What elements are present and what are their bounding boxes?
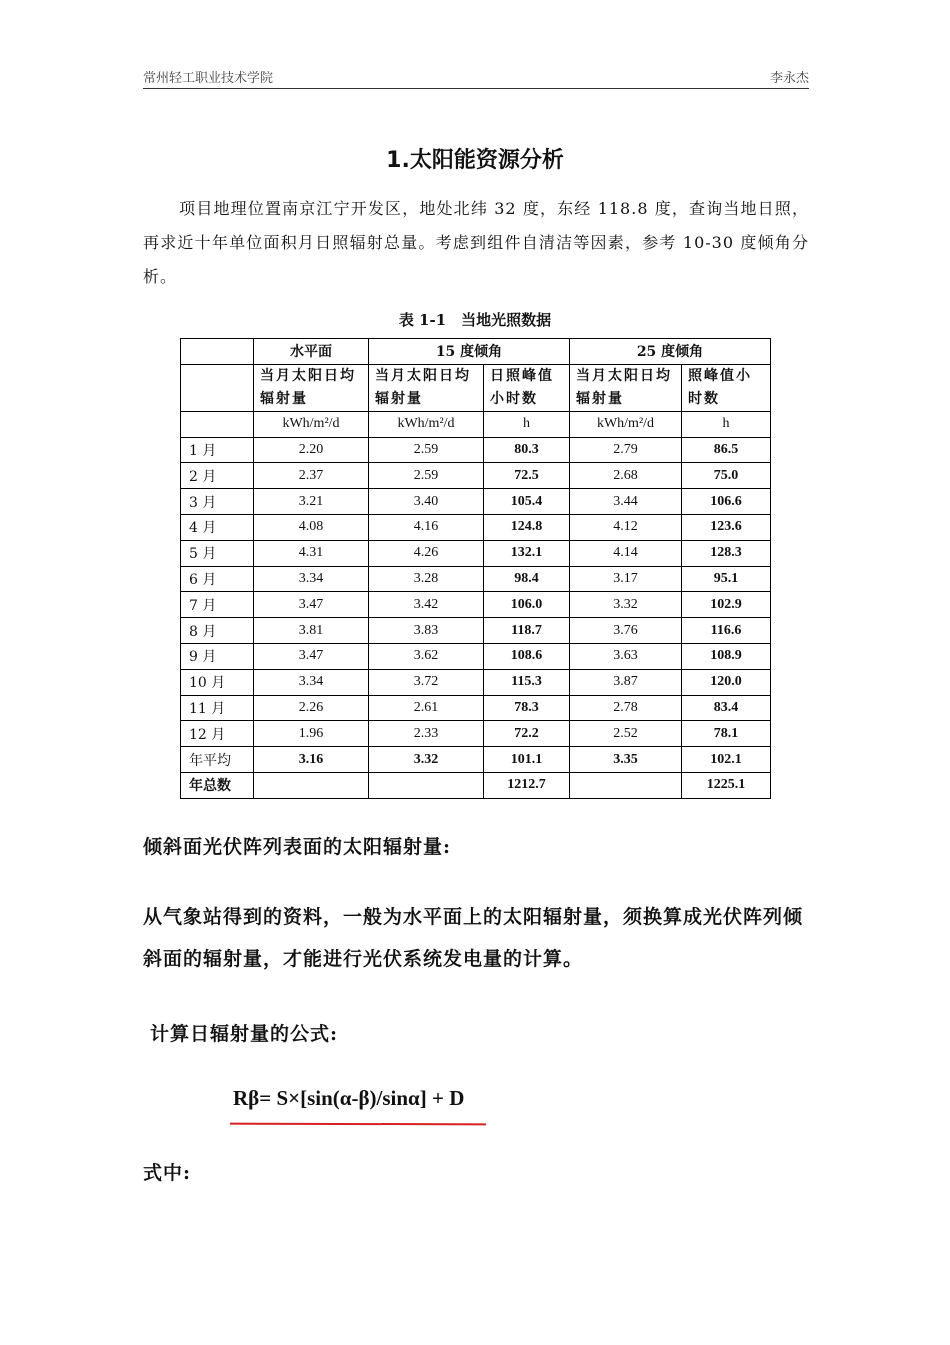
table-cell: 3.32 <box>570 592 682 618</box>
intro-paragraph <box>143 192 809 294</box>
row-label: 5 月 <box>181 540 254 566</box>
table-cell: 3.47 <box>254 643 369 669</box>
unit-cell: kWh/m²/d <box>254 411 369 437</box>
sub-header: 照峰值小时数 <box>682 364 771 411</box>
row-label: 8 月 <box>181 618 254 644</box>
table-units-row <box>181 411 771 437</box>
section-body: 从气象站得到的资料，一般为水平面上的太阳辐射量，须换算成光伏阵列倾斜面的辐射量，才能进行光伏系统发电量的计算。 <box>143 906 804 970</box>
table-cell <box>369 772 484 798</box>
table-body <box>181 437 771 747</box>
row-label: 年总数 <box>181 772 254 798</box>
table-cell: 3.35 <box>570 747 682 773</box>
table-cell: 86.5 <box>682 437 771 463</box>
table-row <box>181 463 771 489</box>
unit-cell: h <box>682 411 771 437</box>
table-cell: 106.0 <box>484 592 570 618</box>
table-cell: 3.87 <box>570 669 682 695</box>
table-cell: 3.34 <box>254 669 369 695</box>
table-group-header-row <box>181 339 771 365</box>
table-cell: 118.7 <box>484 618 570 644</box>
table-cell: 2.79 <box>570 437 682 463</box>
table-cell: 105.4 <box>484 489 570 515</box>
table-cell: 132.1 <box>484 540 570 566</box>
table-cell: 2.52 <box>570 721 682 747</box>
table-row <box>181 695 771 721</box>
row-label: 10 月 <box>181 669 254 695</box>
sub-header: 当月太阳日均辐射量 <box>570 364 682 411</box>
table-cell: 4.08 <box>254 514 369 540</box>
table-cell: 3.42 <box>369 592 484 618</box>
table-cell: 108.6 <box>484 643 570 669</box>
unit-cell: kWh/m²/d <box>369 411 484 437</box>
table-cell: 1212.7 <box>484 772 570 798</box>
table-row <box>181 566 771 592</box>
table-cell: 4.16 <box>369 514 484 540</box>
table-cell: 3.21 <box>254 489 369 515</box>
table-cell: 2.59 <box>369 463 484 489</box>
table-sub-header-row <box>181 364 771 411</box>
section-title: 1.太阳能资源分析 <box>386 148 564 173</box>
table-cell: 3.63 <box>570 643 682 669</box>
section-heading: 倾斜面光伏阵列表面的太阳辐射量: <box>143 836 452 858</box>
table-cell: 78.3 <box>484 695 570 721</box>
table-cell: 4.14 <box>570 540 682 566</box>
formula-underline <box>230 1123 486 1126</box>
row-label: 4 月 <box>181 514 254 540</box>
table-corner-cell <box>181 339 254 365</box>
row-label: 7 月 <box>181 592 254 618</box>
table-cell: 4.31 <box>254 540 369 566</box>
table-cell: 3.28 <box>369 566 484 592</box>
table-row <box>181 489 771 515</box>
table-row <box>181 514 771 540</box>
intro-text: 项目地理位置南京江宁开发区，地处北纬 32 度，东经 118.8 度，查询当地日照，再求近十年单位面积月日照辐射总量。考虑到组件自清洁等因素，参考 10-30 度倾角分析。 <box>143 199 809 286</box>
table-cell: 4.26 <box>369 540 484 566</box>
table-cell: 1225.1 <box>682 772 771 798</box>
table-cell: 72.2 <box>484 721 570 747</box>
table-row <box>181 643 771 669</box>
table-cell: 2.61 <box>369 695 484 721</box>
table-cell: 2.59 <box>369 437 484 463</box>
row-label: 9 月 <box>181 643 254 669</box>
table-row <box>181 592 771 618</box>
table-cell: 3.76 <box>570 618 682 644</box>
table-cell: 3.72 <box>369 669 484 695</box>
table-cell: 3.17 <box>570 566 682 592</box>
table-row <box>181 540 771 566</box>
table-cell: 80.3 <box>484 437 570 463</box>
table-cell: 102.9 <box>682 592 771 618</box>
table-cell: 102.1 <box>682 747 771 773</box>
table-cell: 2.20 <box>254 437 369 463</box>
row-label: 11 月 <box>181 695 254 721</box>
table-row-annual-average <box>181 747 771 773</box>
unit-cell: kWh/m²/d <box>570 411 682 437</box>
table-row <box>181 669 771 695</box>
table-cell: 3.44 <box>570 489 682 515</box>
table-corner-cell <box>181 364 254 411</box>
group-header-horizontal: 水平面 <box>254 339 369 365</box>
row-label: 3 月 <box>181 489 254 515</box>
table-corner-cell <box>181 411 254 437</box>
row-label: 1 月 <box>181 437 254 463</box>
table-row <box>181 721 771 747</box>
table-cell: 78.1 <box>682 721 771 747</box>
sub-header: 当月太阳日均辐射量 <box>254 364 369 411</box>
group-header-15deg: 15 度倾角 <box>369 339 570 365</box>
table-cell: 2.68 <box>570 463 682 489</box>
table-row <box>181 618 771 644</box>
table-cell: 123.6 <box>682 514 771 540</box>
table-cell: 3.83 <box>369 618 484 644</box>
table-cell: 3.34 <box>254 566 369 592</box>
table-caption: 表 1-1 当地光照数据 <box>398 311 552 329</box>
table-cell: 128.3 <box>682 540 771 566</box>
where-label: 式中: <box>143 1162 192 1184</box>
table-cell: 95.1 <box>682 566 771 592</box>
table-cell: 98.4 <box>484 566 570 592</box>
table-cell: 101.1 <box>484 747 570 773</box>
table-cell: 116.6 <box>682 618 771 644</box>
row-label: 2 月 <box>181 463 254 489</box>
table-cell: 2.33 <box>369 721 484 747</box>
table-cell <box>254 772 369 798</box>
table-cell: 75.0 <box>682 463 771 489</box>
table-cell: 2.37 <box>254 463 369 489</box>
header-author: 李永杰 <box>769 71 809 86</box>
sub-header: 日照峰值小时数 <box>484 364 570 411</box>
formula: Rβ= S×[sin(α-β)/sinα] + D <box>233 1086 465 1110</box>
table-cell: 2.26 <box>254 695 369 721</box>
table-row <box>181 437 771 463</box>
table-cell: 106.6 <box>682 489 771 515</box>
row-label: 年平均 <box>181 747 254 773</box>
table-cell: 3.62 <box>369 643 484 669</box>
table-cell: 3.16 <box>254 747 369 773</box>
group-header-25deg: 25 度倾角 <box>570 339 771 365</box>
table-cell: 1.96 <box>254 721 369 747</box>
table-row-annual-total <box>181 772 771 798</box>
table-cell: 115.3 <box>484 669 570 695</box>
table-cell: 83.4 <box>682 695 771 721</box>
row-label: 12 月 <box>181 721 254 747</box>
header-institution: 常州轻工职业技术学院 <box>143 71 274 86</box>
page-header <box>143 62 809 89</box>
table-cell: 120.0 <box>682 669 771 695</box>
sub-header: 当月太阳日均辐射量 <box>369 364 484 411</box>
table-cell: 3.32 <box>369 747 484 773</box>
table-cell: 72.5 <box>484 463 570 489</box>
table-cell <box>570 772 682 798</box>
table-cell: 4.12 <box>570 514 682 540</box>
sunlight-data-table <box>180 338 771 799</box>
table-cell: 3.47 <box>254 592 369 618</box>
table-cell: 2.78 <box>570 695 682 721</box>
table-cell: 3.81 <box>254 618 369 644</box>
table-cell: 124.8 <box>484 514 570 540</box>
unit-cell: h <box>484 411 570 437</box>
table-cell: 108.9 <box>682 643 771 669</box>
formula-heading: 计算日辐射量的公式: <box>150 1023 339 1045</box>
table-cell: 3.40 <box>369 489 484 515</box>
row-label: 6 月 <box>181 566 254 592</box>
